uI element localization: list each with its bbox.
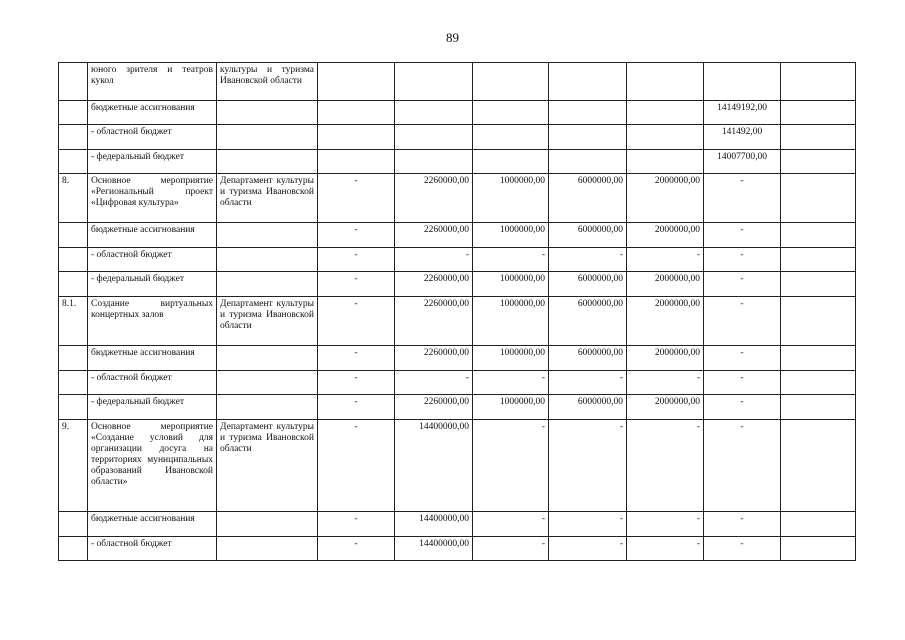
- row-number-cell: [59, 512, 88, 537]
- amount-cell: [781, 101, 856, 125]
- executor-cell: [217, 272, 318, 297]
- table-row: [59, 174, 856, 223]
- amount-cell: -: [627, 371, 704, 395]
- amount-cell: 2000000,00: [627, 223, 704, 248]
- row-number-cell: 9.: [59, 420, 88, 512]
- amount-cell: 1000000,00: [473, 395, 549, 420]
- amount-cell: 1000000,00: [473, 297, 549, 346]
- executor-cell: [217, 101, 318, 125]
- amount-cell: [318, 101, 395, 125]
- table-row: [59, 125, 856, 150]
- amount-cell: -: [704, 297, 781, 346]
- amount-cell: 141492,00: [704, 125, 781, 150]
- amount-cell: [473, 150, 549, 174]
- event-name-cell: Создание виртуальных концертных залов: [88, 297, 217, 346]
- amount-cell: [781, 297, 856, 346]
- row-number-cell: [59, 150, 88, 174]
- amount-cell: -: [473, 248, 549, 272]
- amount-cell: 6000000,00: [549, 346, 627, 371]
- amount-cell: [781, 174, 856, 223]
- row-number-cell: [59, 272, 88, 297]
- event-name-cell: - областной бюджет: [88, 371, 217, 395]
- amount-cell: -: [704, 272, 781, 297]
- table-row: [59, 272, 856, 297]
- amount-cell: 2260000,00: [395, 223, 473, 248]
- amount-cell: -: [318, 537, 395, 561]
- amount-cell: -: [704, 395, 781, 420]
- amount-cell: 1000000,00: [473, 223, 549, 248]
- row-number-cell: [59, 395, 88, 420]
- row-number-cell: 8.: [59, 174, 88, 223]
- amount-cell: -: [395, 371, 473, 395]
- amount-cell: -: [549, 248, 627, 272]
- amount-cell: 14400000,00: [395, 512, 473, 537]
- amount-cell: -: [627, 248, 704, 272]
- executor-cell: Департамент культуры и туризма Ивановской области: [217, 420, 318, 512]
- amount-cell: [473, 63, 549, 101]
- row-number-cell: [59, 371, 88, 395]
- event-name-cell: - федеральный бюджет: [88, 150, 217, 174]
- amount-cell: -: [704, 248, 781, 272]
- event-name-cell: - областной бюджет: [88, 248, 217, 272]
- table-row: [59, 420, 856, 512]
- amount-cell: [549, 63, 627, 101]
- event-name-cell: бюджетные ассигнования: [88, 101, 217, 125]
- event-name-cell: бюджетные ассигнования: [88, 512, 217, 537]
- amount-cell: 2000000,00: [627, 272, 704, 297]
- amount-cell: -: [318, 297, 395, 346]
- table-row: [59, 395, 856, 420]
- executor-cell: [217, 248, 318, 272]
- amount-cell: [781, 420, 856, 512]
- amount-cell: 6000000,00: [549, 395, 627, 420]
- executor-cell: [217, 395, 318, 420]
- amount-cell: -: [549, 537, 627, 561]
- executor-cell: культуры и туризма Ивановской области: [217, 63, 318, 101]
- amount-cell: [395, 150, 473, 174]
- amount-cell: [473, 125, 549, 150]
- table-row: [59, 150, 856, 174]
- table-row: [59, 512, 856, 537]
- event-name-cell: - областной бюджет: [88, 125, 217, 150]
- amount-cell: 2000000,00: [627, 297, 704, 346]
- amount-cell: [549, 101, 627, 125]
- amount-cell: [781, 63, 856, 101]
- amount-cell: [704, 63, 781, 101]
- table-row: [59, 297, 856, 346]
- amount-cell: 14400000,00: [395, 420, 473, 512]
- amount-cell: 1000000,00: [473, 272, 549, 297]
- executor-cell: [217, 223, 318, 248]
- row-number-cell: [59, 63, 88, 101]
- executor-cell: [217, 537, 318, 561]
- amount-cell: 6000000,00: [549, 272, 627, 297]
- amount-cell: -: [704, 537, 781, 561]
- amount-cell: 6000000,00: [549, 223, 627, 248]
- budget-table: [58, 62, 856, 561]
- amount-cell: -: [627, 537, 704, 561]
- event-name-cell: бюджетные ассигнования: [88, 223, 217, 248]
- amount-cell: -: [473, 420, 549, 512]
- amount-cell: 14007700,00: [704, 150, 781, 174]
- amount-cell: 2000000,00: [627, 395, 704, 420]
- amount-cell: -: [704, 512, 781, 537]
- amount-cell: -: [473, 371, 549, 395]
- amount-cell: 2000000,00: [627, 174, 704, 223]
- table-row: [59, 248, 856, 272]
- amount-cell: -: [704, 346, 781, 371]
- event-name-cell: - федеральный бюджет: [88, 395, 217, 420]
- event-name-cell: Основное мероприятие «Региональный проект «Цифровая культура»: [88, 174, 217, 223]
- amount-cell: -: [318, 223, 395, 248]
- executor-cell: [217, 150, 318, 174]
- amount-cell: 6000000,00: [549, 297, 627, 346]
- amount-cell: [395, 63, 473, 101]
- amount-cell: -: [318, 512, 395, 537]
- amount-cell: [318, 63, 395, 101]
- amount-cell: -: [704, 420, 781, 512]
- amount-cell: -: [318, 420, 395, 512]
- executor-cell: Департамент культуры и туризма Ивановской области: [217, 174, 318, 223]
- table-row: [59, 223, 856, 248]
- amount-cell: 2260000,00: [395, 395, 473, 420]
- amount-cell: -: [395, 248, 473, 272]
- row-number-cell: 8.1.: [59, 297, 88, 346]
- row-number-cell: [59, 101, 88, 125]
- amount-cell: [781, 512, 856, 537]
- event-name-cell: Основное мероприятие «Создание условий для организации досуга на территориях муниципальных образований Ивановской области»: [88, 420, 217, 512]
- table-row: [59, 371, 856, 395]
- amount-cell: [781, 248, 856, 272]
- row-number-cell: [59, 223, 88, 248]
- event-name-cell: бюджетные ассигнования: [88, 346, 217, 371]
- amount-cell: [627, 125, 704, 150]
- event-name-cell: - областной бюджет: [88, 537, 217, 561]
- event-name-cell: юного зрителя и театров кукол: [88, 63, 217, 101]
- amount-cell: [781, 395, 856, 420]
- amount-cell: -: [318, 395, 395, 420]
- amount-cell: 1000000,00: [473, 346, 549, 371]
- amount-cell: 2260000,00: [395, 297, 473, 346]
- table-row: [59, 63, 856, 101]
- table-row: [59, 537, 856, 561]
- amount-cell: 6000000,00: [549, 174, 627, 223]
- amount-cell: [627, 101, 704, 125]
- amount-cell: -: [549, 512, 627, 537]
- table-row: [59, 101, 856, 125]
- amount-cell: [318, 125, 395, 150]
- table-row: [59, 346, 856, 371]
- amount-cell: [781, 371, 856, 395]
- amount-cell: 2260000,00: [395, 346, 473, 371]
- amount-cell: -: [704, 371, 781, 395]
- amount-cell: [781, 150, 856, 174]
- amount-cell: -: [549, 420, 627, 512]
- page-number: 89: [446, 30, 459, 45]
- amount-cell: [781, 346, 856, 371]
- amount-cell: 2000000,00: [627, 346, 704, 371]
- amount-cell: [781, 537, 856, 561]
- amount-cell: 2260000,00: [395, 272, 473, 297]
- amount-cell: -: [318, 248, 395, 272]
- amount-cell: -: [704, 223, 781, 248]
- row-number-cell: [59, 125, 88, 150]
- amount-cell: -: [473, 512, 549, 537]
- amount-cell: [781, 125, 856, 150]
- executor-cell: [217, 512, 318, 537]
- amount-cell: 1000000,00: [473, 174, 549, 223]
- amount-cell: [781, 272, 856, 297]
- amount-cell: -: [473, 537, 549, 561]
- amount-cell: -: [318, 174, 395, 223]
- amount-cell: -: [627, 512, 704, 537]
- executor-cell: [217, 346, 318, 371]
- amount-cell: [781, 223, 856, 248]
- amount-cell: [627, 150, 704, 174]
- amount-cell: [318, 150, 395, 174]
- amount-cell: [627, 63, 704, 101]
- amount-cell: -: [627, 420, 704, 512]
- executor-cell: Департамент культуры и туризма Ивановской области: [217, 297, 318, 346]
- amount-cell: [549, 150, 627, 174]
- amount-cell: -: [318, 371, 395, 395]
- amount-cell: [549, 125, 627, 150]
- event-name-cell: - федеральный бюджет: [88, 272, 217, 297]
- row-number-cell: [59, 346, 88, 371]
- amount-cell: 2260000,00: [395, 174, 473, 223]
- row-number-cell: [59, 248, 88, 272]
- row-number-cell: [59, 537, 88, 561]
- amount-cell: [395, 101, 473, 125]
- amount-cell: 14149192,00: [704, 101, 781, 125]
- executor-cell: [217, 371, 318, 395]
- amount-cell: -: [318, 272, 395, 297]
- executor-cell: [217, 125, 318, 150]
- amount-cell: [395, 125, 473, 150]
- amount-cell: 14400000,00: [395, 537, 473, 561]
- amount-cell: -: [549, 371, 627, 395]
- amount-cell: -: [704, 174, 781, 223]
- amount-cell: [473, 101, 549, 125]
- amount-cell: -: [318, 346, 395, 371]
